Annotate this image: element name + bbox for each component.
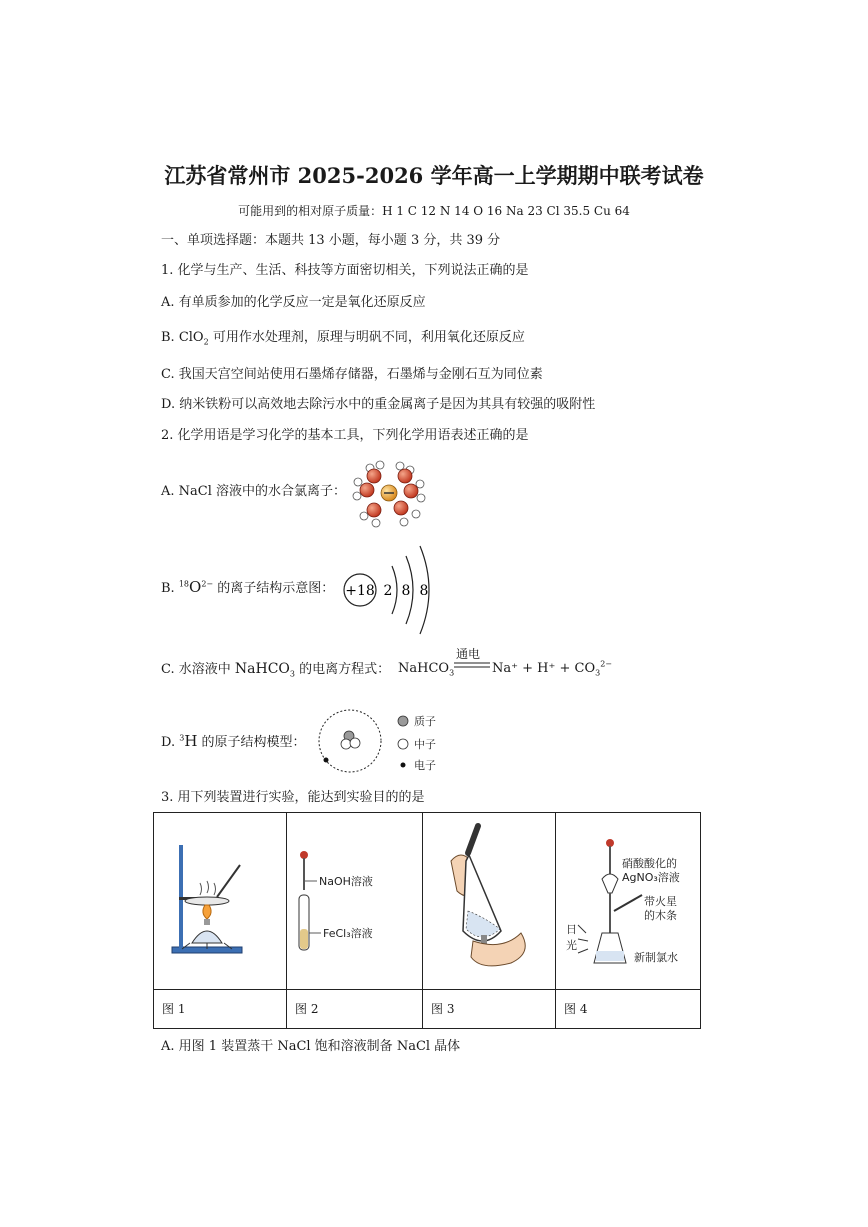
q3-option-a: A. 用图 1 装置蒸干 NaCl 饱和溶液制备 NaCl 晶体 (161, 1039, 461, 1054)
q2-option-c: C. 水溶液中 NaHCO$_3$ 的电离方程式： (161, 661, 391, 679)
q1-option-d: D. 纳米铁粉可以高效地去除污水中的重金属离子是因为其具有较强的吸附性 (161, 397, 596, 412)
apparatus-table (153, 812, 701, 1029)
q1-option-c: C. 我国天宫空间站使用石墨烯存储器，石墨烯与金刚石互为同位素 (161, 367, 543, 382)
agno3-label-1: 硝酸酸化的 (622, 857, 677, 870)
equation-condition: 通电 (456, 647, 481, 661)
figure-2-cell (287, 813, 423, 1028)
q3-stem: 3. 用下列装置进行实验，能达到实验目的的是 (161, 790, 425, 805)
naoh-label: NaOH溶液 (319, 875, 373, 888)
splint-label-1: 带火星 (644, 895, 677, 908)
hydrated-chloride-ion-figure (350, 460, 430, 530)
sunlight-label-2: 光 (566, 939, 577, 952)
q1-option-b: B. ClO$_2$ 可用作水处理剂，原理与明矾不同，利用氧化还原反应 (161, 330, 525, 347)
atom-model-diagram (316, 708, 446, 774)
fecl3-label: FeCl₃溶液 (323, 927, 373, 940)
q1-option-a: A. 有单质参加的化学反应一定是氧化还原反应 (161, 295, 426, 310)
q2-option-d: D. $^3$H 的原子结构模型： (161, 732, 306, 750)
agno3-label-2: AgNO₃溶液 (622, 871, 680, 884)
ion-structure-diagram (340, 544, 440, 636)
ionization-equation: NaHCO$_3$ (398, 661, 455, 678)
figure-3-cell (423, 813, 556, 1028)
section-heading: 一、单项选择题：本题共 13 小题，每小题 3 分，共 39 分 (161, 233, 501, 248)
atomic-masses-line: 可能用到的相对原子质量：H 1 C 12 N 14 O 16 Na 23 Cl 35.5 Cu 64 (238, 204, 630, 218)
chlorine-water-label: 新制氯水 (634, 951, 678, 964)
figure-4-caption: 图 4 (564, 1002, 588, 1016)
q2-option-a: A. NaCl 溶液中的水合氯离子： (161, 484, 347, 499)
figure-3-caption: 图 3 (431, 1002, 455, 1016)
shell-2-count: 8 (401, 583, 411, 599)
evaporation-apparatus-figure (162, 835, 282, 965)
splint-label-2: 的木条 (644, 909, 677, 922)
exam-title: 江苏省常州市 2025-2026 学年高一上学期期中联考试卷 (164, 163, 704, 188)
figure-4-cell (556, 813, 700, 1028)
separatory-funnel-figure (433, 821, 548, 981)
legend-neutron: 中子 (414, 738, 436, 751)
q2-option-b: B. $^{18}O^{2-}$ 的离子结构示意图： (161, 578, 335, 596)
equation-equals-sign (454, 661, 490, 669)
figure-1-caption: 图 1 (162, 1002, 186, 1016)
caption-row-divider (154, 989, 700, 990)
legend-electron: 电子 (414, 759, 436, 772)
sunlight-label-1: 日 (566, 923, 577, 936)
shell-1-count: 2 (383, 583, 393, 599)
legend-proton: 质子 (414, 715, 436, 728)
figure-1-cell (154, 813, 287, 1028)
nucleus-charge: +18 (345, 583, 375, 599)
precipitation-tube-figure (291, 843, 421, 958)
figure-2-caption: 图 2 (295, 1002, 319, 1016)
q2-stem: 2. 化学用语是学习化学的基本工具，下列化学用语表述正确的是 (161, 428, 529, 443)
equation-products: $Na^+ + H^+ + CO_3^{2-}$ (492, 659, 612, 678)
chlorine-water-figure (558, 833, 700, 973)
q1-stem: 1. 化学与生产、生活、科技等方面密切相关，下列说法正确的是 (161, 263, 529, 278)
shell-3-count: 8 (419, 583, 429, 599)
